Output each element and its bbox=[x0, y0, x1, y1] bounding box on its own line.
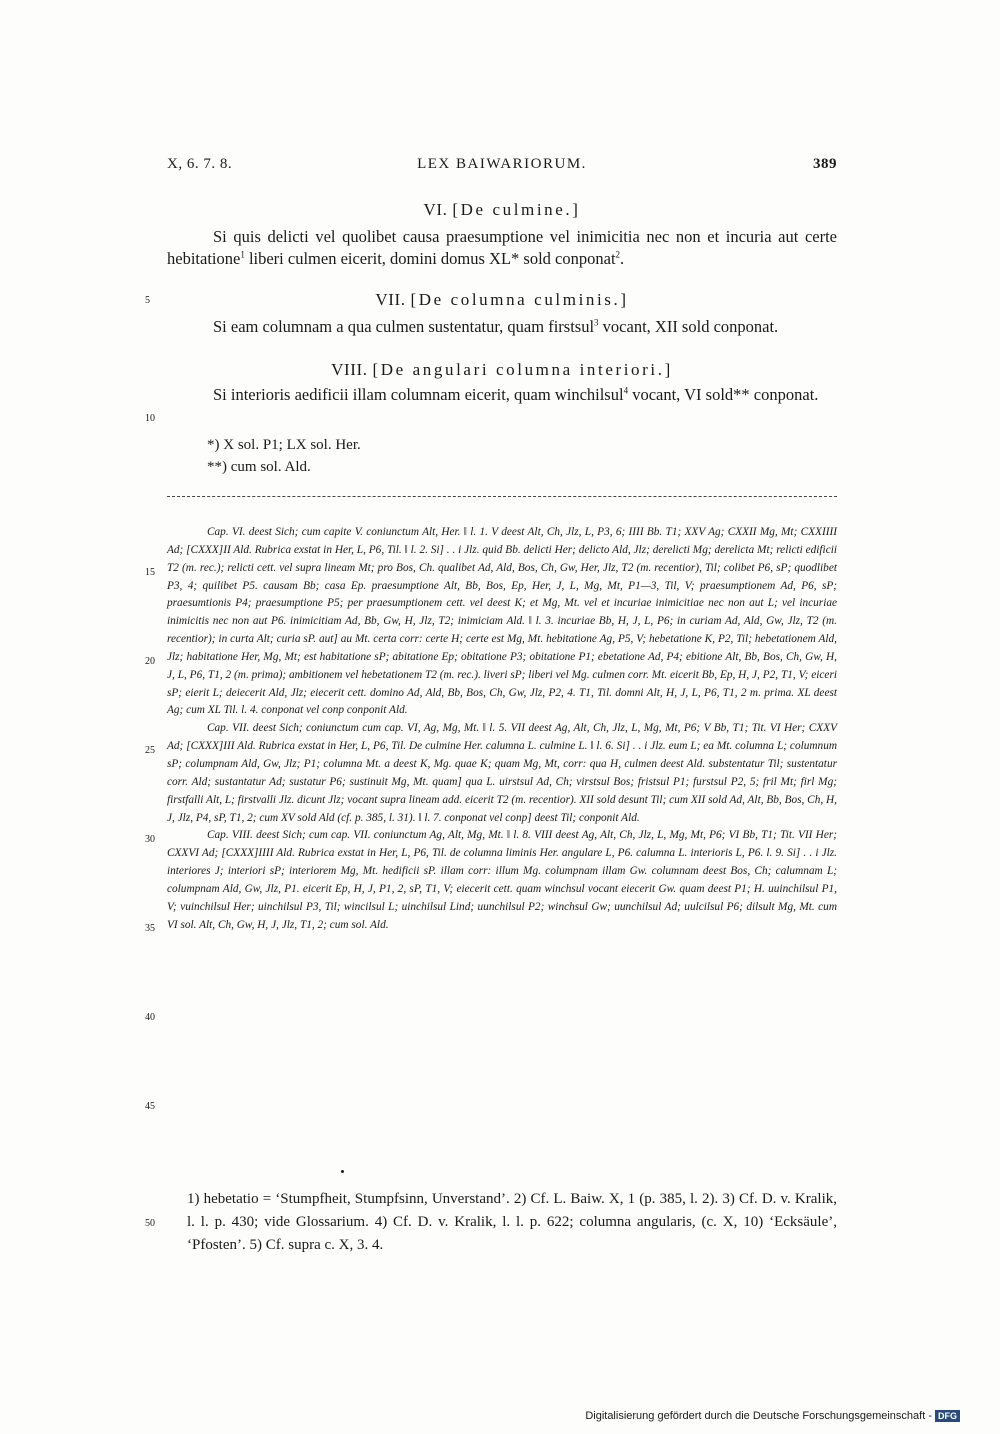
section-number: VIII. bbox=[331, 360, 368, 379]
line-number: 10 bbox=[145, 413, 155, 424]
section-text-vii: Si eam columnam a qua culmen sustentatur, quam firstsul$^3$ vocant, XII sold conponat. bbox=[213, 317, 779, 336]
section-divider bbox=[167, 496, 837, 497]
print-speck bbox=[341, 1170, 344, 1173]
section-title: [De angulari columna interiori.] bbox=[372, 360, 673, 379]
line-number: 20 bbox=[145, 656, 155, 667]
line-number: 25 bbox=[145, 745, 155, 756]
header-chapter-ref: X, 6. 7. 8. bbox=[167, 156, 233, 172]
header-title: LEX BAIWARIORUM. bbox=[417, 156, 587, 172]
running-header bbox=[167, 156, 837, 178]
section-title: [De culmine.] bbox=[452, 200, 581, 219]
section-heading-viii bbox=[167, 360, 837, 380]
section-text-viii: Si interioris aedificii illam columnam eicerit, quam winchilsul$^4$ vocant, VI sold** conponat. bbox=[213, 385, 819, 404]
line-number: 40 bbox=[145, 1012, 155, 1023]
section-text-vi: Si quis delicti vel quolibet causa praesumptione vel inimicitia nec non et incuria aut certe hebitatione$^1$ liberi culmen eicerit, domini domus XL* sold conponat$^2$. bbox=[167, 227, 837, 268]
apparatus-entry-vi: Cap. VI. deest Sich; cum capite V. coniunctum Alt, Her. ‖ l. 1. V deest Alt, Ch, Jlz, L, P3, 6; IIII Bb. T1; XXV Ag; CXXII Mg, Mt; CXXIIII Ad; [CXXX]II Ald. Rubrica exstat in Her, L, P6, Til. ‖ l. 2. Si] . . i Jlz. quid Bb. delicti Her; delicto Ald, Jlz; derelicti Mg; derelicta Mt; relicti edificii T2 (m. rec.); relicti cett. vel supra lineam Mt; pro Bos, Ch. qualibet Ad, Ald, Bos, Ch, Gw, Her, Jlz, T2 (m. recentior), Til; colibet P6, sP; quodlibet P3, 4; quilibet P5. causam Bb; casa Ep. praesumptione Alt, Bb, Bos, Ep, Her, J, L, Mg, Mt, P1—3, Til, V; praesumptionem Ad, P6, sP; praesumtionis P4; praesumptione P5; per praesumptionem cett. vel deest K; et Mg, Mt. vel et incuriae inimicitiae nec non aut L; vel incuriae inimicitis nec non aut P6. inimicitiam Ad, Bb, Gw, H, Jlz, T2; inimiciam Ald. ‖ l. 3. incuriae Bb, H, J, L, P6; in curiam Ad, Ald, Gw, Jlz, T2 (m. recentior); in curta Alt; curia sP. aut] au Mt. certa corr: certe H; certe est Mg, Mt. hebitatione Ag, P5, V; hebetatione K, P2, Til; hebetationem Ald, Jlz; habitatione Her, Mg, Mt; est habitatione sP; abitatione Ep; obitatione P3; obitatione P1; ebetatione Ad, P4; ebitione Alt, Bb, Bos, Ch, Gw, H, J, L, P6, T1, 2 (m. prima); ambitionem vel hebetationem T2 (m. rec.). liveri sP; liberi vel Mg. culmen corr. Mt. eicerit Bb, Ep, H, J, P2, T1, V; eiceri sP; eierit L; deiecerit Ald, Jlz; eiecerit cett. domino Ad, Ald, Bb, Bos, Ch, Gw, Jlz, P2, 4. T1, Til. domni Alt, H, J, L, P6, T1, 2 m. prima. XL deest Ag; cum XL Til. l. 4. conponat vel conp conponit Ald. bbox=[167, 526, 837, 717]
critical-apparatus bbox=[167, 524, 837, 934]
line-number: 5 bbox=[145, 295, 150, 306]
page-number: 389 bbox=[813, 156, 837, 172]
dfg-logo: DFG bbox=[935, 1410, 960, 1422]
line-number: 15 bbox=[145, 567, 155, 578]
line-number: 35 bbox=[145, 923, 155, 934]
section-title: [De columna culminis.] bbox=[410, 290, 629, 309]
footnote-star: *) X sol. P1; LX sol. Her. bbox=[207, 437, 361, 453]
apparatus-entry-vii: Cap. VII. deest Sich; coniunctum cum cap. VI, Ag, Mg, Mt. ‖ l. 5. VII deest Ag, Alt, Ch, Jlz, L, Mg, Mt, P6; V Bb, T1; Tit. VI Her; CXXV Ad; [CXXX]III Ald. Rubrica exstat in Her, L, P6, Til. De culmine Her. calumna L. culmine L. ‖ l. 6. Si] . . i Jlz. eum L; ea Mt. columna L; columnum sP; columpnam Ald, Gw, Jlz; P1; columna Mt. a deest K, Mg. quae K; quam Mg, Mt, corr: qua H, culmen deest Ald. substentatur Til; sustentatur corr. Ald; sustantatur Ad; sustatur P6; sustinuit Mg, Mt. quam] qua L. uirstsul Ad, Ch; virstsul Bos; fristsul P1; furstsul P2, 5; fril Mt; firl Mg; firstfalli Alt, L; firstvalli Jlz. dicunt Jlz; vocant supra lineam add. eicerit T2 (m. recentior). XII sold desunt Til; cum XII sold Ad, Alt, Bb, Bos, Ch, H, J, Jlz, P4, sP, T1, 2; cum XV sold Ald (cf. p. 385, l. 31). ‖ l. 7. conponat vel conp] deest Til; conponit Ald. bbox=[167, 722, 837, 824]
footnote-double-star: **) cum sol. Ald. bbox=[207, 459, 311, 475]
apparatus-entry-viii: Cap. VIII. deest Sich; cum cap. VII. coniunctum Ag, Alt, Mg, Mt. ‖ l. 8. VIII deest Ag, Alt, Ch, Jlz, L, Mg, Mt, P6; VI Bb, T1; Tit. VII Her; CXXVI Ad; [CXXX]IIII Ald. Rubrica exstat in Her, L, P6, Til. de columna liminis Her. angulare L, P6. calumna L. interioris L, P6. l. 9. Si] . . i Jlz. interiores J; interiori sP; interiorem Mg, Mt. hedificii sP. illam corr: illum Mg. columpnam illam Gw. columnam deest Bos, Ch; calumnam L; columpnam Ald, Gw, Jlz, P1. eicerit Ep, H, J, P1, 2, sP, T1, V; eiecerit cett. quam winchsul vocant eiecerit Gw. quam deest P1; H. uuinchilsul P1, V; vuinchilsul Her; uinchilsul P3, Til; wincilsul L; uinchilsul Lind; uunchilsul P2; winchsul Gw; uunchilsul Ad; uulcilsul P6; dilsult Mg, Mt. cum VI sol. Alt, Ch, Gw, H, J, Jlz, T1, 2; cum sol. Ald. bbox=[167, 829, 837, 931]
digitization-footer: Digitalisierung gefördert durch die Deutsche Forschungsgemeinschaft - DFG bbox=[585, 1410, 960, 1422]
line-number: 30 bbox=[145, 834, 155, 845]
explanatory-notes: 1) hebetatio = ‘Stumpfheit, Stumpfsinn, Unverstand’. 2) Cf. L. Baiw. X, 1 (p. 385, l. 2). 3) Cf. D. v. Kralik, l. l. p. 430; vide Glossarium. 4) Cf. D. v. Kralik, l. l. p. 622; columna angularis, (c. X, 10) ‘Ecksäule’, ‘Pfosten’. 5) Cf. supra c. X, 3. 4. bbox=[187, 1191, 837, 1253]
line-number: 45 bbox=[145, 1101, 155, 1112]
line-number: 50 bbox=[145, 1218, 155, 1229]
section-heading-vii bbox=[167, 290, 837, 310]
section-number: VI. bbox=[423, 200, 448, 219]
section-heading-vi bbox=[167, 200, 837, 220]
section-number: VII. bbox=[375, 290, 406, 309]
